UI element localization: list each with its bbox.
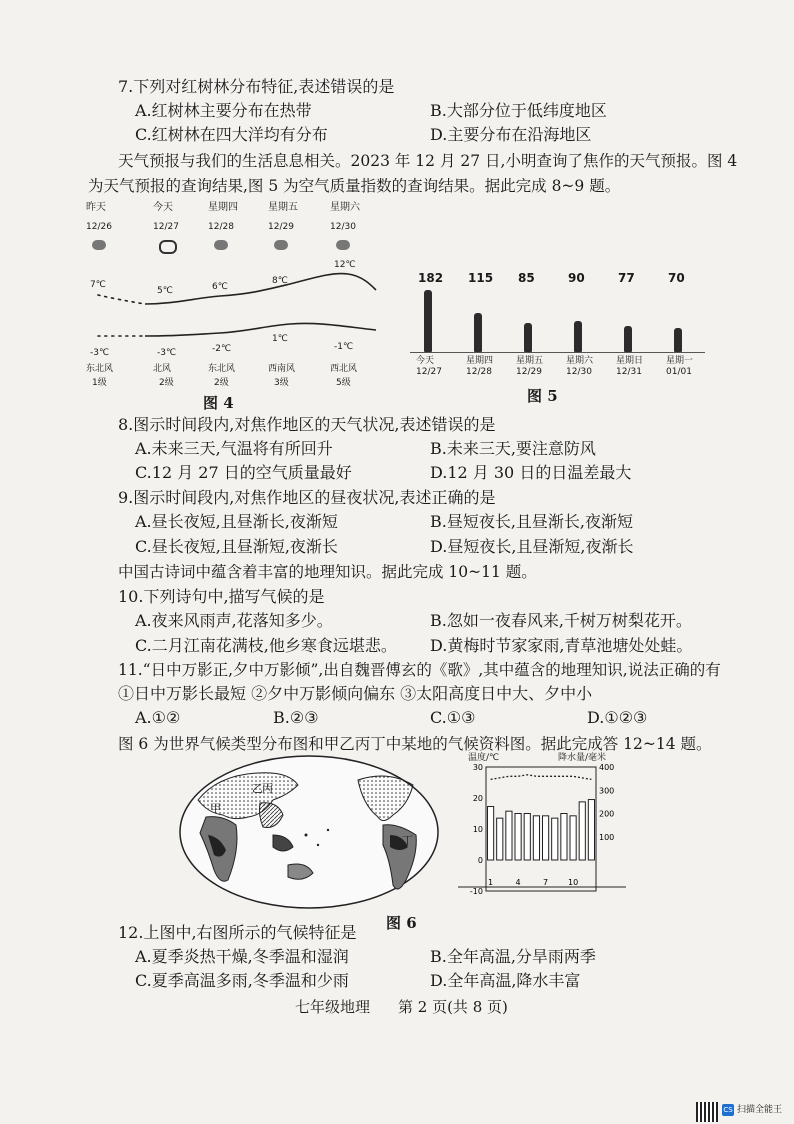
precip-bar	[570, 816, 576, 860]
low-temp: 1℃	[272, 334, 288, 344]
sun-icon	[159, 240, 177, 254]
month-tick-label: 10	[567, 878, 579, 887]
wind-direction: 西南风	[268, 364, 296, 374]
low-temp: -2℃	[212, 344, 232, 354]
wind-direction: 东北风	[86, 364, 114, 374]
aqi-category-label: 星期五	[516, 356, 544, 366]
figure-5-caption: 图 5	[527, 387, 558, 405]
aqi-value-label: 90	[568, 271, 585, 285]
camscanner-logo-icon: CS	[723, 1106, 733, 1114]
q8-option-d: D.12 月 30 日的日温差最大	[430, 463, 632, 482]
q11-option-c: C.①③	[430, 708, 476, 727]
q12-option-b: B.全年高温,分旱雨两季	[430, 947, 596, 966]
aqi-bar	[624, 326, 632, 352]
qr-code-icon	[696, 1102, 718, 1122]
intro-weather-line2: 为天气预报的查询结果,图 5 为空气质量指数的查询结果。据此完成 8~9 题。	[88, 177, 621, 195]
q12-option-d: D.全年高温,降水丰富	[430, 971, 581, 990]
low-temp: -3℃	[157, 348, 177, 358]
q11-option-d: D.①②③	[587, 708, 648, 727]
day-date: 12/27	[153, 222, 179, 232]
aqi-category-label: 星期六	[566, 356, 594, 366]
map-label-jia: 甲	[210, 802, 221, 815]
q7-option-a: A.红树林主要分布在热带	[135, 101, 312, 120]
cloud-icon	[214, 240, 228, 250]
chart-baseline	[410, 352, 705, 353]
wind-level: 2级	[159, 378, 174, 388]
wind-direction: 东北风	[208, 364, 236, 374]
q12-option-c: C.夏季高温多雨,冬季温和少雨	[135, 971, 349, 990]
aqi-date-label: 12/31	[616, 367, 642, 377]
high-temp: 12℃	[334, 260, 356, 270]
intro-poetry: 中国古诗词中蕴含着丰富的地理知识。据此完成 10~11 题。	[118, 563, 537, 581]
day-name: 星期六	[330, 202, 360, 213]
world-climate-map	[178, 755, 440, 910]
q9-option-c: C.昼长夜短,且昼渐短,夜渐长	[135, 537, 338, 556]
aqi-bar	[474, 313, 482, 352]
temp-tick-label: 30	[472, 763, 483, 772]
aqi-value-label: 182	[418, 271, 444, 285]
q8-stem: 8.图示时间段内,对焦作地区的天气状况,表述错误的是	[118, 415, 496, 434]
month-tick-label: 7	[543, 878, 549, 887]
q9-option-b: B.昼短夜长,且昼渐长,夜渐短	[430, 512, 634, 531]
q10-option-b: B.忽如一夜春风来,千树万树梨花开。	[430, 611, 692, 630]
precip-tick-label: 400	[599, 763, 615, 772]
q11-option-a: A.①②	[135, 708, 181, 727]
climograph-graphic	[458, 753, 628, 903]
aqi-category-label: 星期一	[666, 356, 694, 366]
figure-4-caption: 图 4	[203, 394, 234, 412]
aqi-value-label: 115	[468, 271, 494, 285]
precip-tick-label: 200	[599, 809, 615, 819]
low-temp: -1℃	[334, 342, 354, 352]
wind-direction: 北风	[153, 364, 172, 374]
q7-option-b: B.大部分位于低纬度地区	[430, 101, 607, 120]
aqi-date-label: 01/01	[666, 367, 692, 377]
day-date: 12/26	[86, 222, 112, 232]
aqi-date-label: 12/29	[516, 367, 542, 377]
q10-stem: 10.下列诗句中,描写气候的是	[118, 587, 325, 606]
precip-bar	[552, 818, 558, 860]
climograph	[458, 753, 628, 903]
q11-option-b: B.②③	[273, 708, 319, 727]
temp-axis-label: 温度/℃	[468, 753, 500, 763]
q7-option-d: D.主要分布在沿海地区	[430, 125, 592, 144]
precip-tick-label: 300	[599, 786, 615, 796]
cloud-icon	[336, 240, 350, 250]
map-graphic	[178, 755, 440, 910]
aqi-date-label: 12/27	[416, 367, 442, 377]
aqi-value-label: 70	[668, 271, 685, 285]
aqi-bar	[524, 323, 532, 352]
precip-bar	[588, 800, 594, 860]
map-label-bing: 丙	[262, 782, 273, 795]
intro-weather-line1: 天气预报与我们的生活息息相关。2023 年 12 月 27 日,小明查询了焦作的天气预报。图 4	[118, 152, 738, 170]
q7-option-c: C.红树林在四大洋均有分布	[135, 125, 328, 144]
day-name: 星期四	[208, 202, 238, 213]
q10-option-a: A.夜来风雨声,花落知多少。	[135, 611, 333, 630]
aqi-bar	[574, 321, 582, 352]
map-label-yi: 乙	[252, 782, 263, 795]
month-tick-label: 1	[488, 878, 494, 887]
watermark-text: 扫描全能王	[737, 1105, 783, 1115]
high-temp: 7℃	[90, 280, 106, 290]
low-temp: -3℃	[90, 348, 110, 358]
high-temp: 5℃	[157, 286, 173, 296]
q7-stem: 7.下列对红树林分布特征,表述错误的是	[118, 77, 395, 96]
temp-tick-label: 20	[472, 794, 483, 803]
precip-bar	[579, 802, 585, 860]
q12-stem: 12.上图中,右图所示的气候特征是	[118, 923, 357, 942]
q8-option-a: A.未来三天,气温将有所回升	[135, 439, 333, 458]
q11-stem: 11.“日中万影正,夕中万影倾”,出自魏晋傅玄的《歌》,其中蕴含的地理知识,说法正确的有	[118, 661, 721, 679]
aqi-bar	[424, 290, 432, 352]
map-label-ding: 丁	[402, 834, 413, 847]
aqi-date-label: 12/28	[466, 367, 492, 377]
temp-tick-label: 0	[477, 856, 483, 865]
temp-tick-label: 10	[472, 825, 483, 834]
precip-bar	[524, 814, 530, 861]
day-name: 今天	[153, 202, 173, 213]
day-name: 昨天	[86, 202, 106, 213]
precip-bar	[533, 816, 539, 860]
precip-bar	[515, 814, 521, 861]
precip-bar	[543, 816, 549, 860]
q9-option-d: D.昼短夜长,且昼渐短,夜渐长	[430, 537, 634, 556]
precip-bar	[488, 807, 494, 860]
aqi-bar	[674, 328, 682, 352]
q11-statements: ①日中万影长最短 ②夕中万影倾向偏东 ③太阳高度日中大、夕中小	[118, 684, 593, 703]
footer-page-number: 第 2 页(共 8 页)	[398, 998, 508, 1016]
day-name: 星期五	[268, 202, 298, 213]
q10-option-c: C.二月江南花满枝,他乡寒食远堪悲。	[135, 636, 397, 655]
q12-option-a: A.夏季炎热干燥,冬季温和湿润	[135, 947, 349, 966]
high-temp: 6℃	[212, 282, 228, 292]
wind-level: 3级	[274, 378, 289, 388]
intro-climate: 图 6 为世界气候类型分布图和甲乙丙丁中某地的气候资料图。据此完成答 12~14 题。	[118, 735, 712, 753]
cloud-icon	[92, 240, 106, 250]
q10-option-d: D.黄梅时节家家雨,青草池塘处处蛙。	[430, 636, 693, 655]
precip-bar	[561, 814, 567, 861]
aqi-value-label: 77	[618, 271, 635, 285]
wind-level: 2级	[214, 378, 229, 388]
day-date: 12/28	[208, 222, 234, 232]
figure-4-weather-forecast	[80, 200, 390, 415]
wind-direction: 西北风	[330, 364, 358, 374]
q8-option-c: C.12 月 27 日的空气质量最好	[135, 463, 352, 482]
wind-level: 1级	[92, 378, 107, 388]
temp-tick-label: -10	[469, 887, 483, 896]
q8-option-b: B.未来三天,要注意防风	[430, 439, 596, 458]
aqi-category-label: 今天	[416, 356, 435, 366]
figure-6-caption: 图 6	[386, 914, 417, 932]
precip-bar	[497, 818, 503, 860]
figure-5-aqi-chart	[410, 262, 710, 382]
precip-bar	[506, 811, 512, 860]
q9-option-a: A.昼长夜短,且昼渐长,夜渐短	[135, 512, 338, 531]
aqi-value-label: 85	[518, 271, 535, 285]
aqi-category-label: 星期四	[466, 356, 494, 366]
precip-tick-label: 100	[599, 832, 615, 842]
cloud-icon	[274, 240, 288, 250]
temperature-curve	[491, 775, 592, 780]
wind-level: 5级	[336, 378, 351, 388]
q9-stem: 9.图示时间段内,对焦作地区的昼夜状况,表述正确的是	[118, 488, 496, 507]
aqi-category-label: 星期日	[616, 356, 644, 366]
day-date: 12/30	[330, 222, 356, 232]
day-date: 12/29	[268, 222, 294, 232]
aqi-date-label: 12/30	[566, 367, 592, 377]
high-temp: 8℃	[272, 276, 288, 286]
month-tick-label: 4	[515, 878, 521, 887]
precip-axis-label: 降水量/毫米	[558, 753, 607, 763]
footer-subject: 七年级地理	[295, 998, 371, 1016]
